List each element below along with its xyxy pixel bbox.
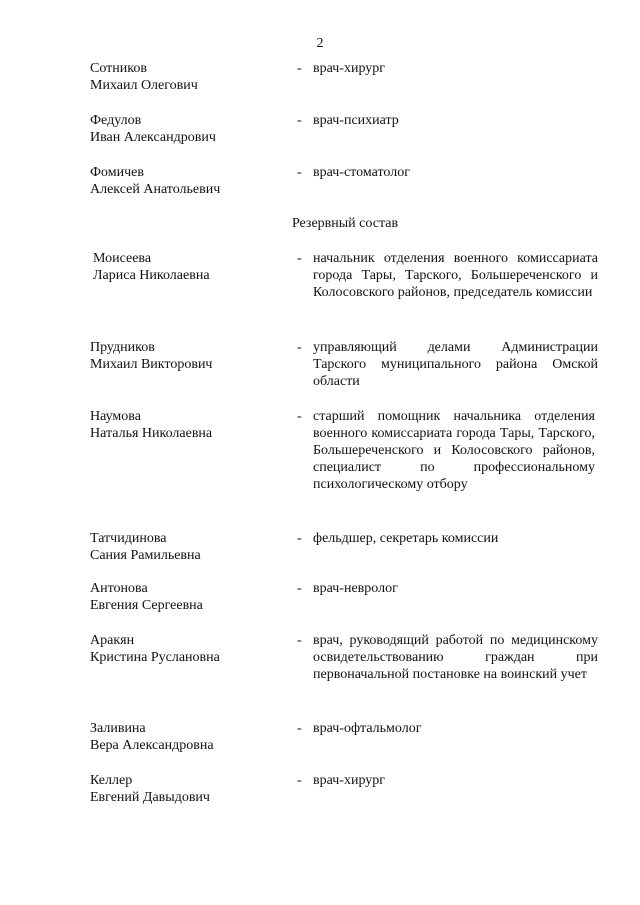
member-role: врач-невролог	[313, 581, 398, 596]
member-role: врач-хирург	[313, 773, 386, 788]
member-name	[90, 580, 290, 614]
member-role: фельдшер, секретарь комиссии	[313, 531, 499, 546]
member-given-names: Наталья Николаевна	[90, 426, 213, 441]
role-dash: -	[297, 61, 302, 76]
member-surname: Татчидинова	[90, 531, 167, 546]
member-given-names: Михаил Викторович	[90, 357, 213, 372]
role-dash: -	[297, 165, 302, 180]
role-dash: -	[297, 721, 302, 736]
member-surname: Моисеева	[93, 251, 152, 266]
member-given-names: Лариса Николаевна	[93, 268, 210, 283]
member-name	[90, 720, 290, 754]
member-role: врач-стоматолог	[313, 165, 410, 180]
member-given-names: Евгения Сергеевна	[90, 598, 203, 613]
member-role: старший помощник начальника отделения военного комиссариата города Тары, Тарского, Большереченского и Колосовского районов, специалист по профессиональному психологическому отбору	[313, 409, 595, 492]
role-dash: -	[297, 633, 302, 648]
member-surname: Антонова	[90, 581, 148, 596]
member-surname: Фомичев	[90, 165, 145, 180]
member-name	[90, 530, 290, 564]
member-surname: Наумова	[90, 409, 141, 424]
role-dash: -	[297, 113, 302, 128]
member-role: врач, руководящий работой по медицинскому освидетельствованию граждан при первоначальной постановке на воинский учет	[313, 633, 598, 682]
member-given-names: Алексей Анатольевич	[90, 182, 221, 197]
role-dash: -	[297, 340, 302, 355]
member-role: врач-офтальмолог	[313, 721, 422, 736]
member-given-names: Вера Александровна	[90, 738, 214, 753]
member-name	[90, 772, 290, 806]
member-surname: Сотников	[90, 61, 147, 76]
member-given-names: Кристина Руслановна	[90, 650, 220, 665]
member-role: врач-психиатр	[313, 113, 399, 128]
member-surname: Заливина	[90, 721, 146, 736]
member-role: врач-хирург	[313, 61, 386, 76]
member-surname: Федулов	[90, 113, 142, 128]
member-name	[90, 60, 290, 94]
member-role: начальник отделения военного комиссариата города Тары, Тарского, Большереченского и Колосовского районов, председатель комиссии	[313, 251, 598, 300]
role-dash: -	[297, 581, 302, 596]
role-dash: -	[297, 251, 302, 266]
reserve-heading: Резервный состав	[291, 216, 399, 231]
member-role: управляющий делами Администрации Тарского муниципального района Омской области	[313, 340, 598, 389]
member-given-names: Евгений Давыдович	[90, 790, 210, 805]
member-surname: Прудников	[90, 340, 155, 355]
member-name	[90, 339, 290, 373]
page-number: 2	[316, 36, 324, 51]
role-dash: -	[297, 773, 302, 788]
member-name	[90, 164, 290, 198]
member-name	[90, 112, 290, 146]
member-given-names: Михаил Олегович	[90, 78, 198, 93]
member-name	[90, 632, 290, 666]
member-surname: Аракян	[90, 633, 135, 648]
member-given-names: Иван Александрович	[90, 130, 216, 145]
role-dash: -	[297, 531, 302, 546]
member-name	[90, 408, 290, 442]
role-dash: -	[297, 409, 302, 424]
member-name	[93, 250, 293, 284]
member-surname: Келлер	[90, 773, 133, 788]
member-given-names: Сания Рамильевна	[90, 548, 201, 563]
